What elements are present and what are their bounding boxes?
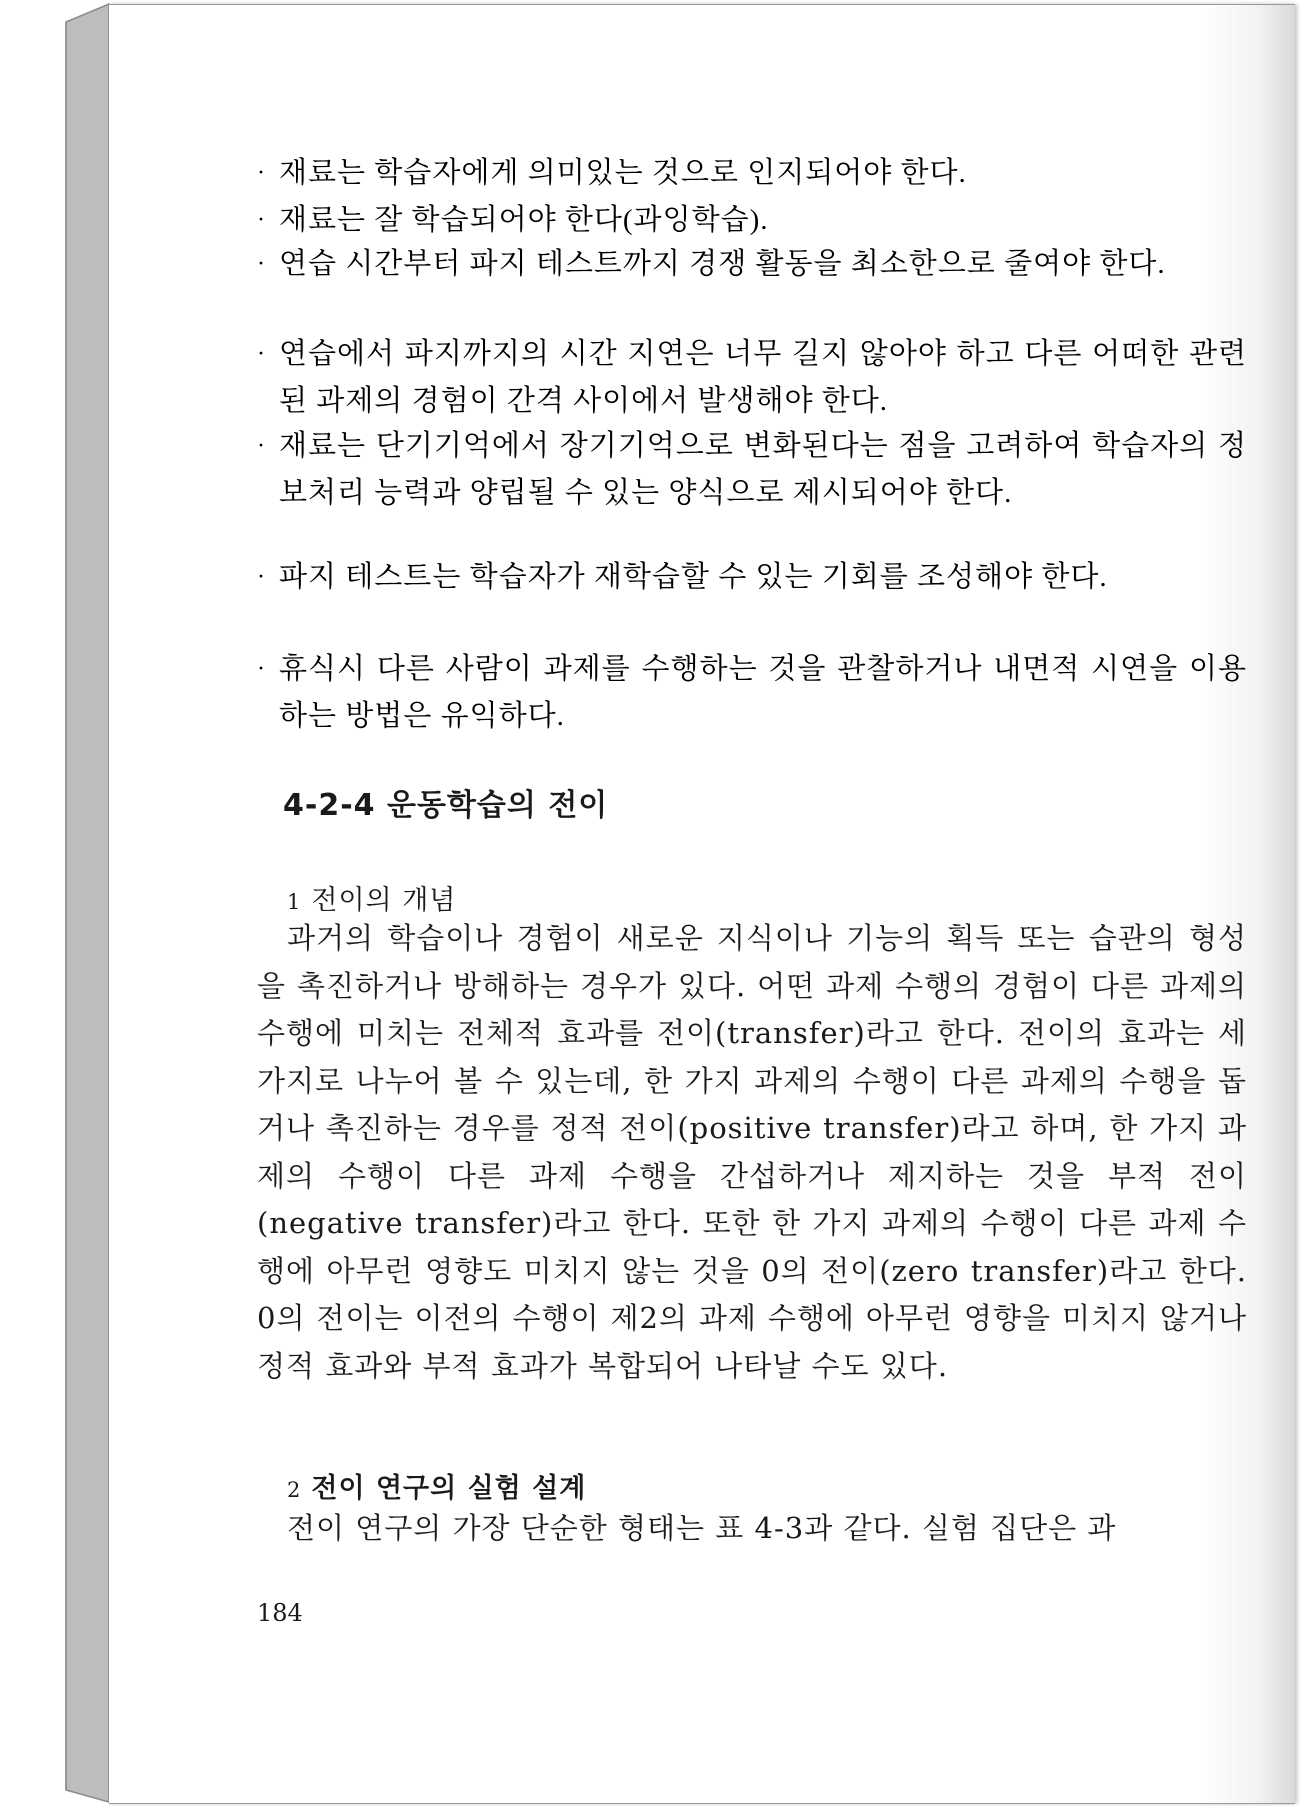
bullet-mark: ·	[257, 341, 266, 367]
body-paragraph: 전이 연구의 가장 단순한 형태는 표 4-3과 같다. 실험 집단은 과	[287, 1511, 1117, 1545]
bullet-item	[257, 241, 1247, 288]
bullet-item	[257, 150, 1247, 197]
section-title: 4-2-4 운동학습의 전이	[283, 788, 609, 823]
bullet-text: 휴식시 다른 사람이 과제를 수행하는 것을 관찰하거나 내면적 시연을 이용하는 방법은 유익하다.	[279, 653, 1247, 732]
bullet-text: 재료는 잘 학습되어야 한다(과잉학습).	[279, 204, 769, 236]
subsection-title: 전이 연구의 실험 설계	[311, 1473, 587, 1504]
bullet-mark: ·	[257, 433, 266, 459]
subsection-heading	[287, 878, 456, 917]
bullet-mark: ·	[257, 207, 266, 233]
subsection-number: 1	[287, 890, 302, 914]
bullet-text: 연습에서 파지까지의 시간 지연은 너무 길지 않아야 하고 다른 어떠한 관련된 과제의 경험이 간격 사이에서 발생해야 한다.	[279, 338, 1247, 417]
bullet-mark: ·	[257, 564, 266, 590]
book-page	[109, 4, 1295, 1804]
subsection-heading	[287, 1466, 586, 1505]
bullet-text: 연습 시간부터 파지 테스트까지 경쟁 활동을 최소한으로 줄여야 한다.	[279, 248, 1166, 280]
bullet-item	[257, 423, 1247, 517]
bullet-text: 재료는 학습자에게 의미있는 것으로 인지되어야 한다.	[279, 157, 967, 189]
bullet-item	[257, 331, 1247, 425]
bullet-text: 재료는 단기기억에서 장기기억으로 변화된다는 점을 고려하여 학습자의 정보처리 능력과 양립될 수 있는 양식으로 제시되어야 한다.	[279, 430, 1247, 509]
page-number: 184	[257, 1599, 303, 1627]
body-paragraph: 과거의 학습이나 경험이 새로운 지식이나 기능의 획득 또는 습관의 형성을 촉진하거나 방해하는 경우가 있다. 어떤 과제 수행의 경험이 다른 과제의 수행에 미치는 전체적 효과를 전이(transfer)라고 한다. 전이의 효과는 세 가지로 나누어 볼 수 있는데, 한 가지 과제의 수행이 다른 과제의 수행을 돕거나 촉진하는 경우를 정적 전이(positive transfer)라고 하며, 한 가지 과제의 수행이 다른 과제 수행을 간섭하거나 제지하는 것을 부적 전이(negative transfer)라고 한다. 또한 한 가지 과제의 수행이 다른 과제 수행에 아무런 영향도 미치지 않는 것을 0의 전이(zero transfer)라고 한다. 0의 전이는 이전의 수행이 제2의 과제 수행에 아무런 영향을 미치지 않거나 정적 효과와 부적 효과가 복합되어 나타날 수도 있다.	[257, 921, 1247, 1383]
bullet-item	[257, 646, 1247, 740]
subsection-title: 전이의 개념	[311, 885, 457, 916]
bullet-item	[257, 197, 1247, 244]
bullet-mark: ·	[257, 160, 266, 186]
bullet-mark: ·	[257, 656, 266, 682]
bullet-text: 파지 테스트는 학습자가 재학습할 수 있는 기회를 조성해야 한다.	[279, 561, 1108, 593]
bullet-item	[257, 554, 1247, 601]
subsection-number: 2	[287, 1478, 302, 1502]
bullet-mark: ·	[257, 251, 266, 277]
